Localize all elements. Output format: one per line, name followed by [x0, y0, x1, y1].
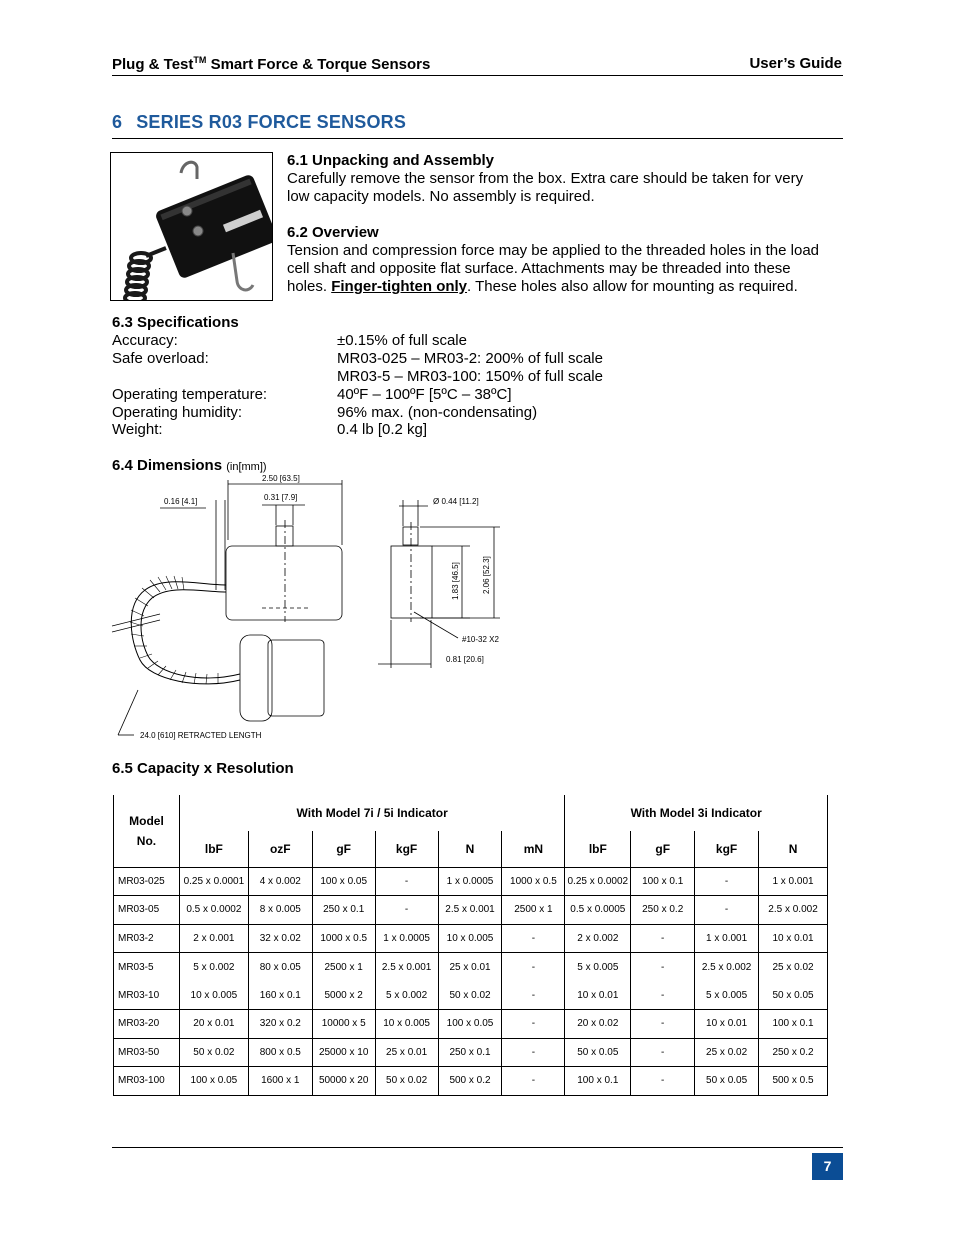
col-header: mN: [502, 831, 565, 867]
table-cell: 10 x 0.01: [759, 924, 828, 953]
table-cell: 100 x 0.05: [438, 1010, 502, 1039]
table-cell: 20 x 0.02: [565, 1010, 631, 1039]
table-cell: -: [631, 924, 695, 953]
table-cell: 1 x 0.001: [695, 924, 759, 953]
table-cell: 250 x 0.1: [438, 1038, 502, 1067]
overview-line-3: holes. Finger-tighten only. These holes also allow for mounting as required.: [287, 278, 798, 295]
table-cell: -: [695, 896, 759, 925]
table-cell: 320 x 0.2: [248, 1010, 312, 1039]
spec-value-operating-temperature: 40ºF – 100ºF [5ºC – 38ºC]: [337, 386, 512, 403]
table-cell: 5 x 0.005: [565, 953, 631, 982]
spec-value-safe-overload-2: MR03-5 – MR03-100: 150% of full scale: [337, 368, 603, 385]
spec-value-operating-humidity: 96% max. (non-condensating): [337, 404, 538, 421]
table-cell: 0.5 x 0.0005: [565, 896, 631, 925]
table-cell: 800 x 0.5: [248, 1038, 312, 1067]
table-cell: 5 x 0.002: [375, 981, 438, 1010]
table-cell: 2500 x 1: [312, 953, 375, 982]
table-row: [114, 981, 828, 1010]
model-cell: MR03-100: [114, 1067, 180, 1096]
table-cell: -: [375, 867, 438, 896]
table-cell: 100 x 0.1: [759, 1010, 828, 1039]
table-cell: -: [502, 1067, 565, 1096]
table-cell: 50 x 0.02: [375, 1067, 438, 1096]
unit-header-row: [114, 831, 828, 867]
overview-line-1: Tension and compression force may be applied to the threaded holes in the load: [287, 242, 820, 259]
dim-depth: 0.81 [20.6]: [446, 655, 484, 664]
spec-label-operating-humidity: Operating humidity:: [112, 404, 243, 421]
model-cell: MR03-20: [114, 1010, 180, 1039]
model-cell: MR03-025: [114, 867, 180, 896]
dim-diameter: Ø 0.44 [11.2]: [433, 497, 479, 506]
specifications-heading: 6.3 Specifications: [112, 314, 239, 331]
col-header: gF: [312, 831, 375, 867]
table-cell: 80 x 0.05: [248, 953, 312, 982]
table-cell: 1 x 0.0005: [375, 924, 438, 953]
dim-thread: #10-32 X2: [462, 635, 499, 644]
footer-rule: [112, 1147, 843, 1148]
table-row: [114, 896, 828, 925]
table-cell: 100 x 0.1: [565, 1067, 631, 1096]
spec-label-weight: Weight:: [112, 421, 163, 438]
table-cell: 0.5 x 0.0002: [179, 896, 248, 925]
dimensions-heading: 6.4 Dimensions (in[mm]): [112, 457, 267, 474]
table-cell: 1000 x 0.5: [502, 867, 565, 896]
spec-value-safe-overload-1: MR03-025 – MR03-2: 200% of full scale: [337, 350, 603, 367]
header-left-title: Plug & Test™ Smart Force & Torque Sensors: [112, 55, 431, 73]
table-row: [114, 924, 828, 953]
table-row: [114, 1010, 828, 1039]
table-cell: 2.5 x 0.001: [438, 896, 502, 925]
unpacking-line-2: low capacity models. No assembly is required.: [287, 188, 595, 205]
table-cell: -: [375, 896, 438, 925]
table-cell: -: [502, 1010, 565, 1039]
table-cell: 50000 x 20: [312, 1067, 375, 1096]
table-cell: -: [502, 953, 565, 982]
finger-tighten-emphasis: Finger-tighten only: [331, 278, 468, 295]
model-cell: MR03-50: [114, 1038, 180, 1067]
col-header: N: [759, 831, 828, 867]
col-header: kgF: [695, 831, 759, 867]
table-cell: -: [502, 981, 565, 1010]
spec-value-weight: 0.4 lb [0.2 kg]: [337, 421, 428, 438]
spec-label-operating-temperature: Operating temperature:: [112, 386, 268, 403]
model-cell: MR03-5: [114, 953, 180, 982]
table-cell: 1 x 0.0005: [438, 867, 502, 896]
table-cell: -: [631, 1038, 695, 1067]
col-header: lbF: [179, 831, 248, 867]
col-header: gF: [631, 831, 695, 867]
spec-label-safe-overload: Safe overload:: [112, 350, 209, 367]
table-cell: 250 x 0.1: [312, 896, 375, 925]
table-cell: 10 x 0.01: [565, 981, 631, 1010]
spec-value-accuracy: ±0.15% of full scale: [337, 332, 467, 349]
table-cell: 2.5 x 0.002: [759, 896, 828, 925]
table-cell: 1 x 0.001: [759, 867, 828, 896]
table-cell: 2.5 x 0.001: [375, 953, 438, 982]
table-cell: 160 x 0.1: [248, 981, 312, 1010]
col-header: ozF: [248, 831, 312, 867]
dim-cable-length: 24.0 [610] RETRACTED LENGTH: [140, 731, 262, 740]
table-cell: 2 x 0.001: [179, 924, 248, 953]
table-cell: 2 x 0.002: [565, 924, 631, 953]
table-cell: 100 x 0.1: [631, 867, 695, 896]
table-cell: -: [502, 1038, 565, 1067]
dim-width-total: 2.50 [63.5]: [262, 474, 300, 483]
table-cell: 5 x 0.002: [179, 953, 248, 982]
table-cell: 25000 x 10: [312, 1038, 375, 1067]
model-cell: MR03-05: [114, 896, 180, 925]
table-row: [114, 953, 828, 982]
table-cell: 1600 x 1: [248, 1067, 312, 1096]
table-cell: 5000 x 2: [312, 981, 375, 1010]
table-cell: 250 x 0.2: [759, 1038, 828, 1067]
table-cell: 25 x 0.02: [695, 1038, 759, 1067]
overview-line-2: cell shaft and opposite flat surface. Attachments may be threaded into these: [287, 260, 791, 277]
col-header: kgF: [375, 831, 438, 867]
capacity-heading: 6.5 Capacity x Resolution: [112, 760, 294, 777]
table-cell: 500 x 0.2: [438, 1067, 502, 1096]
table-row: [114, 867, 828, 896]
table-cell: 25 x 0.01: [375, 1038, 438, 1067]
dim-height-total: 2.06 [52.3]: [482, 556, 491, 594]
spec-label-accuracy: Accuracy:: [112, 332, 178, 349]
table-cell: -: [631, 1067, 695, 1096]
table-cell: -: [631, 981, 695, 1010]
table-cell: 10 x 0.01: [695, 1010, 759, 1039]
table-cell: 250 x 0.2: [631, 896, 695, 925]
overview-heading: 6.2 Overview: [287, 224, 379, 241]
table-cell: 0.25 x 0.0001: [179, 867, 248, 896]
table-cell: 50 x 0.02: [179, 1038, 248, 1067]
table-cell: 50 x 0.02: [438, 981, 502, 1010]
table-cell: 10000 x 5: [312, 1010, 375, 1039]
dim-height-body: 1.83 [46.5]: [451, 562, 460, 600]
table-cell: 1000 x 0.5: [312, 924, 375, 953]
table-cell: 50 x 0.05: [565, 1038, 631, 1067]
col-header: N: [438, 831, 502, 867]
model-cell: MR03-2: [114, 924, 180, 953]
section-heading: 6 SERIES R03 FORCE SENSORS: [112, 112, 407, 132]
table-cell: 2500 x 1: [502, 896, 565, 925]
table-cell: 2.5 x 0.002: [695, 953, 759, 982]
table-cell: 25 x 0.02: [759, 953, 828, 982]
group-header-7i-5i: With Model 7i / 5i Indicator: [179, 795, 564, 831]
table-cell: 20 x 0.01: [179, 1010, 248, 1039]
table-cell: 10 x 0.005: [375, 1010, 438, 1039]
unpacking-line-1: Carefully remove the sensor from the box. Extra care should be taken for very: [287, 170, 804, 187]
table-cell: -: [631, 953, 695, 982]
table-cell: 4 x 0.002: [248, 867, 312, 896]
table-cell: 8 x 0.005: [248, 896, 312, 925]
header-right-title: User’s Guide: [749, 55, 842, 72]
model-cell: MR03-10: [114, 981, 180, 1010]
capacity-table: [113, 795, 828, 1096]
dim-shaft-width: 0.31 [7.9]: [264, 493, 298, 502]
table-cell: 10 x 0.005: [438, 924, 502, 953]
table-cell: 25 x 0.01: [438, 953, 502, 982]
page-number: 7: [812, 1153, 843, 1180]
table-cell: -: [695, 867, 759, 896]
col-header: lbF: [565, 831, 631, 867]
table-cell: 100 x 0.05: [312, 867, 375, 896]
dim-offset-left: 0.16 [4.1]: [164, 497, 198, 506]
table-cell: 50 x 0.05: [759, 981, 828, 1010]
unpacking-heading: 6.1 Unpacking and Assembly: [287, 152, 495, 169]
group-header-3i: With Model 3i Indicator: [565, 795, 828, 831]
table-cell: 32 x 0.02: [248, 924, 312, 953]
table-cell: 500 x 0.5: [759, 1067, 828, 1096]
table-cell: 5 x 0.005: [695, 981, 759, 1010]
table-row: [114, 1038, 828, 1067]
trademark-mark: TM: [193, 55, 207, 65]
table-cell: -: [631, 1010, 695, 1039]
table-cell: 0.25 x 0.0002: [565, 867, 631, 896]
model-header: Model No.: [114, 795, 180, 867]
table-cell: 50 x 0.05: [695, 1067, 759, 1096]
table-cell: -: [502, 924, 565, 953]
table-cell: 10 x 0.005: [179, 981, 248, 1010]
table-cell: 100 x 0.05: [179, 1067, 248, 1096]
table-row: [114, 1067, 828, 1096]
